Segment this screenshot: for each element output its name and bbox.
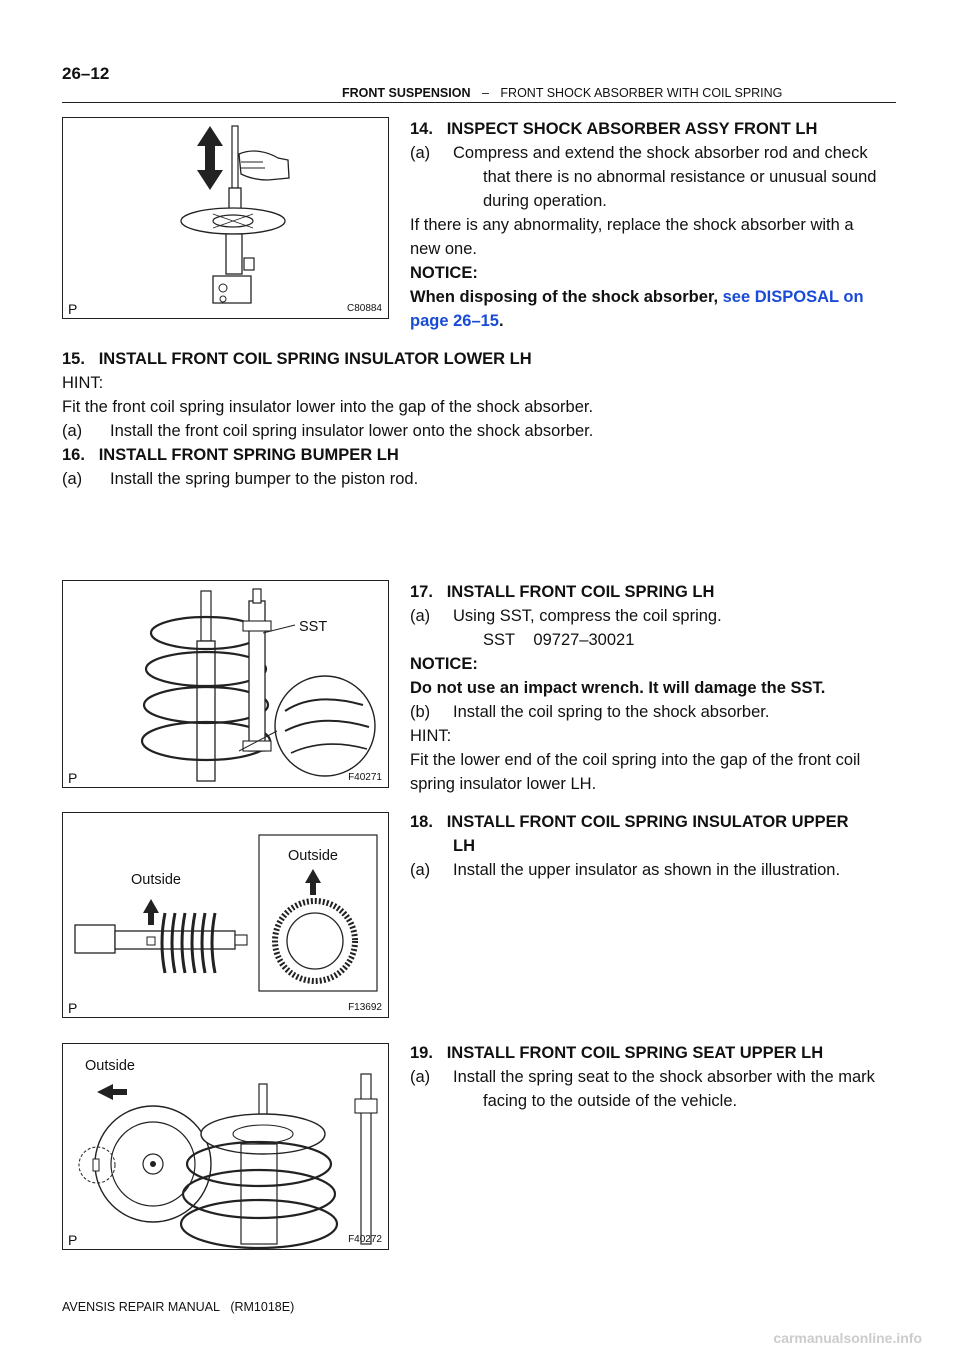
step-16-title: 16. INSTALL FRONT SPRING BUMPER LH: [62, 446, 399, 464]
page-number: 26–12: [62, 64, 110, 83]
figure-code: F40271: [348, 772, 382, 783]
figure-code: C80884: [346, 303, 382, 314]
figure-spring-seat-upper: [62, 1043, 389, 1250]
figure-upper-insulator: [62, 812, 389, 1018]
step-15-a-label: (a): [62, 422, 83, 440]
step-18-title-line1: 18. INSTALL FRONT COIL SPRING INSULATOR UPPER: [410, 813, 849, 831]
step-17-b-text: Install the coil spring to the shock absorber.: [453, 703, 770, 721]
step-15-title: 15. INSTALL FRONT COIL SPRING INSULATOR LOWER LH: [62, 350, 532, 368]
step-19-a-line1: Install the spring seat to the shock absorber with the mark: [453, 1068, 875, 1086]
section-title: FRONT SUSPENSION: [342, 86, 471, 100]
step-14-title: 14. INSPECT SHOCK ABSORBER ASSY FRONT LH: [410, 120, 818, 138]
figure-shock-absorber-inspect: [62, 117, 389, 319]
step-16-a-label: (a): [62, 470, 83, 488]
step-14-notice-line: [410, 285, 864, 309]
figure-p-mark: P: [68, 1232, 78, 1248]
shock-absorber-illustration: [63, 118, 388, 318]
outside-label: Outside: [85, 1058, 135, 1074]
step-14-a-line2: that there is no abnormal resistance or unusual sound: [483, 168, 877, 186]
step-17-notice-text: Do not use an impact wrench. It will damage the SST.: [410, 679, 826, 697]
header-separator: –: [481, 86, 489, 100]
step-18-title-line2: LH: [453, 837, 475, 855]
step-15-a-text: Install the front coil spring insulator lower onto the shock absorber.: [110, 422, 594, 440]
running-header: [342, 86, 782, 100]
step-16-a-text: Install the spring bumper to the piston rod.: [110, 470, 419, 488]
step-15-hint-label: HINT:: [62, 374, 104, 392]
spring-seat-illustration: [63, 1044, 388, 1249]
figure-p-mark: P: [68, 770, 78, 786]
disposal-link[interactable]: see DISPOSAL on: [722, 288, 864, 306]
step-17-hint-label: HINT:: [410, 727, 452, 745]
step-14-note-line2: new one.: [410, 240, 477, 258]
step-14-notice-label: NOTICE:: [410, 264, 478, 282]
step-15-hint-text: Fit the front coil spring insulator lower into the gap of the shock absorber.: [62, 398, 594, 416]
step-17-notice-label: NOTICE:: [410, 655, 478, 673]
step-17-title: 17. INSTALL FRONT COIL SPRING LH: [410, 583, 715, 601]
sst-label: SST: [299, 619, 328, 635]
step-17-hint-line1: Fit the lower end of the coil spring into the gap of the front coil: [410, 751, 861, 769]
header-rule: [62, 102, 896, 103]
figure-coil-spring-sst: [62, 580, 389, 788]
step-14-note-line1: If there is any abnormality, replace the shock absorber with a: [410, 216, 854, 234]
step-18-a-text: Install the upper insulator as shown in the illustration.: [453, 861, 841, 879]
subsection-title: FRONT SHOCK ABSORBER WITH COIL SPRING: [500, 86, 783, 100]
step-14-notice-line2: [410, 309, 504, 333]
step-14-a-label: (a): [410, 144, 431, 162]
figure-code: F13692: [348, 1002, 382, 1013]
step-18-a-label: (a): [410, 861, 431, 879]
upper-insulator-illustration: [63, 813, 388, 1017]
figure-p-mark: P: [68, 301, 78, 317]
step-14-a-line3: during operation.: [483, 192, 607, 210]
step-17-a-label: (a): [410, 607, 431, 625]
figure-code: F40272: [348, 1234, 382, 1245]
manual-footer: AVENSIS REPAIR MANUAL (RM1018E): [62, 1300, 295, 1314]
notice-end: .: [498, 312, 504, 330]
notice-text: When disposing of the shock absorber,: [410, 288, 723, 306]
step-14-a-line1: Compress and extend the shock absorber rod and check: [453, 144, 868, 162]
watermark: carmanualsonline.info: [773, 1330, 922, 1346]
disposal-page-link[interactable]: page 26–15: [410, 312, 499, 330]
step-17-sst-line: SST 09727–30021: [483, 631, 635, 649]
coil-spring-sst-illustration: [63, 581, 388, 787]
step-19-a-label: (a): [410, 1068, 431, 1086]
outside-label-right: Outside: [288, 848, 338, 864]
outside-label-left: Outside: [131, 872, 181, 888]
step-17-a-text: Using SST, compress the coil spring.: [453, 607, 722, 625]
figure-p-mark: P: [68, 1000, 78, 1016]
step-19-a-line2: facing to the outside of the vehicle.: [483, 1092, 738, 1110]
step-17-b-label: (b): [410, 703, 431, 721]
step-19-title: 19. INSTALL FRONT COIL SPRING SEAT UPPER LH: [410, 1044, 824, 1062]
step-17-hint-line2: spring insulator lower LH.: [410, 775, 597, 793]
